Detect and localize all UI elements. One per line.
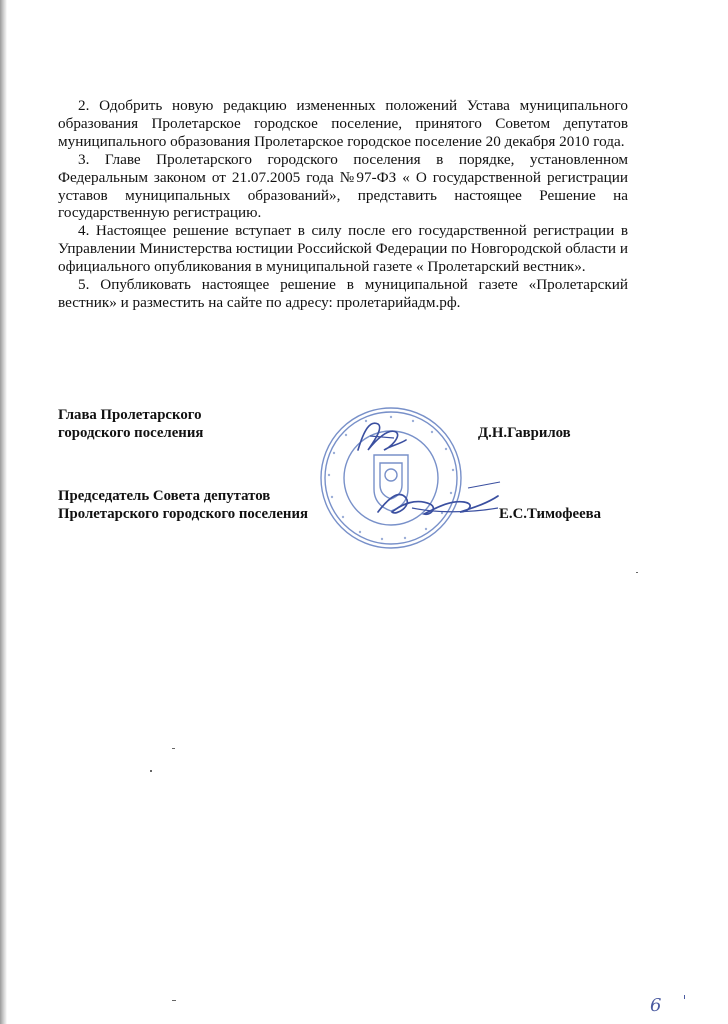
- chair-title-block: [58, 487, 308, 523]
- chair-name: Е.С.Тимофеева: [499, 506, 602, 522]
- scan-speck: [172, 748, 175, 749]
- paragraph-3: 3. Главе Пролетарского городского поселения в порядке, установленном Федеральным законом от 21.07.2005 года №97-ФЗ « О государственной регистрации уставов муниципальных образований», представить настоящее Решение на государственную регистрацию.: [58, 150, 628, 222]
- head-name: Д.Н.Гаврилов: [478, 425, 571, 441]
- head-title-block: [58, 406, 203, 442]
- paragraph-2: 2. Одобрить новую редакцию измененных положений Устава муниципального образования Пролетарское городское поселение, принятого Советом депутатов муниципального образования Пролетарское городское поселение 20 декабря 2010 года.: [58, 97, 628, 150]
- scan-speck: [684, 995, 685, 999]
- head-title-line1: Глава Пролетарского: [58, 407, 202, 423]
- chair-title-line2: Пролетарского городского поселения: [58, 506, 308, 522]
- paragraph-5: 5. Опубликовать настоящее решение в муниципальной газете «Пролетарский вестник» и разместить на сайте по адресу: пролетарийадм.рф.: [58, 276, 628, 311]
- scan-edge: [0, 0, 7, 1024]
- page-number-handwritten: 6: [650, 995, 662, 1016]
- scan-speck: [172, 1000, 176, 1001]
- chair-title-line1: Председатель Совета депутатов: [58, 488, 271, 504]
- chair-signature: [372, 478, 504, 526]
- head-title-line2: городского поселения: [58, 425, 204, 441]
- paragraph-4: 4. Настоящее решение вступает в силу после его государственной регистрации в Управлении Министерства юстиции Российской Федерации по Новгородской области и официального опубликования в муниципальной газете « Пролетарский вестник».: [58, 222, 628, 276]
- scan-speck: [150, 770, 152, 772]
- scan-speck: [636, 572, 638, 573]
- head-signature: [350, 410, 410, 462]
- document-body: [58, 97, 628, 312]
